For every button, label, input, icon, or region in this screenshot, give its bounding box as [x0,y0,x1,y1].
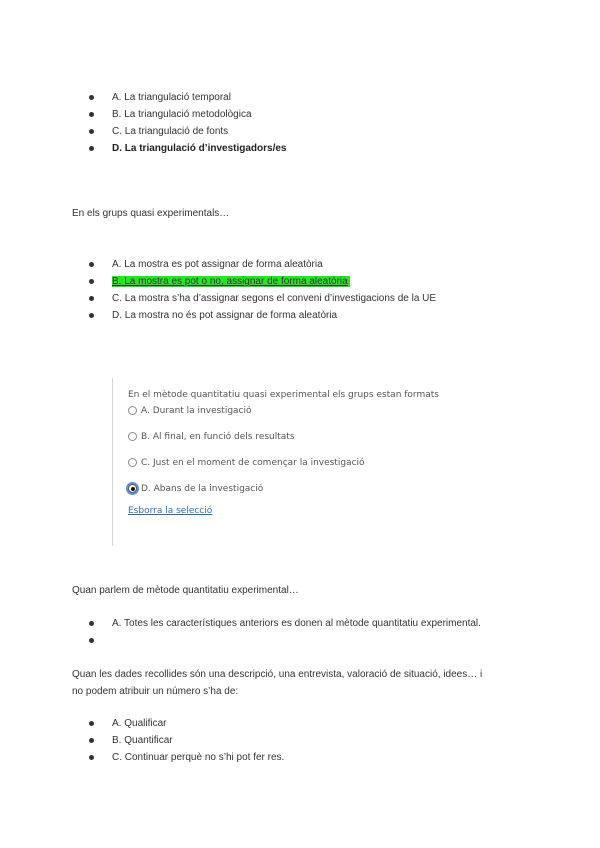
question-line: Quan les dades recollides són una descripció, una entrevista, valoració de situació, idees… i [72,669,483,680]
radio-button[interactable] [128,432,137,441]
question-quasi-experimental: En els grups quasi experimentals… [72,208,230,219]
quiz-option-label: A. Durant la investigació [141,406,252,416]
quiz-option-label: B. Al final, en funció dels resultats [141,432,295,442]
quiz-option-d[interactable] [128,482,263,496]
bullet-icon [89,755,94,760]
option-text: D. La mostra no és pot assignar de forma aleatòria [112,310,338,321]
option-text: A. Qualificar [112,718,167,729]
bullet-icon [89,129,94,134]
quiz-option-a[interactable] [128,404,252,418]
option-text: B. Quantificar [112,735,173,746]
bullet-icon [89,95,94,100]
bullet-icon [89,146,94,151]
bullet-icon [89,638,94,643]
correct-option-text: D. La triangulació d’investigadors/es [112,143,287,154]
option-text: A. La triangulació temporal [112,92,231,103]
bullet-icon [89,313,94,318]
list-item [0,89,287,106]
list-item [0,290,436,307]
bullet-icon [89,279,94,284]
list-item [0,140,287,157]
question-quantitative-experimental: Quan parlem de mètode quantitatiu experimental… [72,585,299,596]
qualitative-data-options [0,715,284,766]
quantitative-experimental-options [0,615,481,649]
highlighted-option-text: B. La mostra es pot o no, assignar de forma aleatòria [112,276,348,287]
bullet-icon [89,262,94,267]
list-item [0,615,481,632]
list-item [0,632,481,649]
quiz-prompt: En el mètode quantitatiu quasi experimental els grups estan formats [128,390,439,400]
quiz-option-label: C. Just en el moment de començar la investigació [141,458,365,468]
quiz-option-b[interactable] [128,430,295,444]
list-item [0,106,287,123]
quiz-question-panel [112,378,473,546]
list-item [0,256,436,273]
bullet-icon [89,721,94,726]
triangulation-options [0,89,287,157]
list-item [0,307,436,324]
bullet-icon [89,296,94,301]
list-item [0,749,284,766]
quiz-option-c[interactable] [128,456,365,470]
radio-button-selected[interactable] [128,484,137,493]
question-line: no podem atribuir un número s’ha de: [72,686,239,697]
quiz-option-label: D. Abans de la investigació [141,484,264,494]
quasi-experimental-options [0,256,436,324]
list-item [0,732,284,749]
option-text: C. Continuar perquè no s’hi pot fer res. [112,752,285,763]
option-text: B. La triangulació metodològica [112,109,252,120]
radio-button[interactable] [128,406,137,415]
question-qualitative-data [72,666,532,700]
bullet-icon [89,738,94,743]
option-text: A. La mostra es pot assignar de forma aleatòria [112,259,323,270]
option-text: A. Totes les característiques anteriors es donen al mètode quantitatiu experimental. [112,618,481,629]
bullet-icon [89,112,94,117]
list-item [0,715,284,732]
list-item [0,273,436,290]
option-text: C. La triangulació de fonts [112,126,229,137]
option-text: C. La mostra s’ha d’assignar segons el conveni d’investigacions de la UE [112,293,437,304]
radio-button[interactable] [128,458,137,467]
list-item [0,123,287,140]
clear-selection-link[interactable]: Esborra la selecció [128,506,213,516]
bullet-icon [89,621,94,626]
